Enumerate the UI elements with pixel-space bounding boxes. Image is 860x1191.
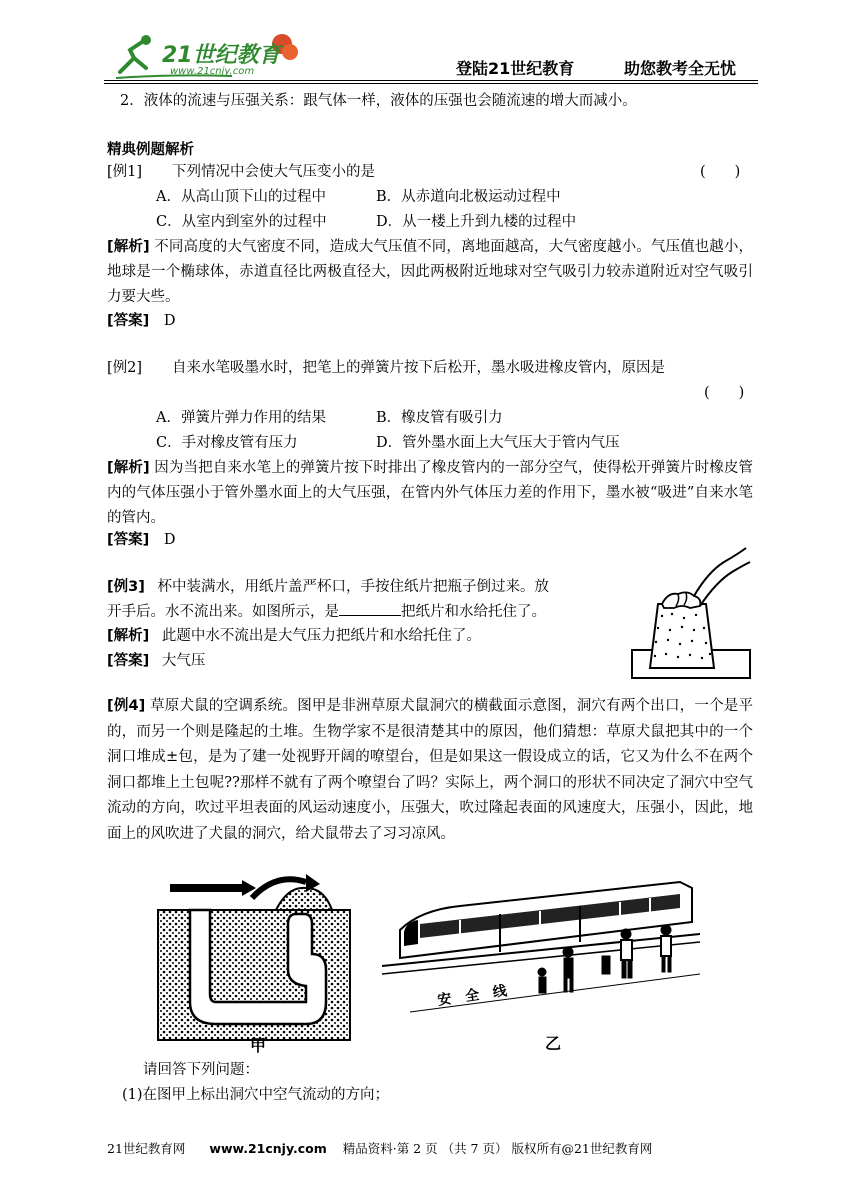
ex2-option-a: A．弹簧片弹力作用的结果 <box>156 410 326 426</box>
ex1-analysis <box>107 235 753 310</box>
ex4-question-1: (1)在图甲上标出洞穴中空气流动的方向； <box>122 1087 390 1103</box>
ex4-prompt: 请回答下列问题： <box>143 1062 259 1078</box>
ex2-answer-tag: [答案] <box>107 532 150 548</box>
ex2-analysis <box>107 456 753 531</box>
ex2-tag: [例2] <box>107 360 143 376</box>
ex3-answer-blank <box>339 601 401 616</box>
ex2-question: 自来水笔吸墨水时，把笔上的弹簧片按下后松开，墨水吸进橡皮管内，原因是 <box>172 360 665 376</box>
safety-line-label: 安 全 线 <box>436 983 508 1009</box>
ex1-analysis-tag: [解析] <box>107 239 150 255</box>
figure-a-burrow <box>156 874 356 1054</box>
logo-url: www.21cnjy.com <box>170 66 255 77</box>
ex3-line2 <box>107 600 546 624</box>
ex2-paren: ( ) <box>704 385 745 401</box>
ex3-tag: [例3] <box>107 579 145 595</box>
ex2-answer-value: D <box>163 532 176 548</box>
figure-a-label: 甲 <box>250 1036 267 1055</box>
ex1-analysis-text: 不同高度的大气密度不同，造成大气压值不同，离地面越高，大气密度越小。气压值也越小，地球是一个椭球体，赤道直径比两极直径大，因此两极附近地球对空气吸引力较赤道附近对空气吸引力要大些。 <box>107 239 753 305</box>
logo-text: 21世纪教育 <box>162 43 281 68</box>
header-slogan-right: 助您教考全无忧 <box>624 59 737 78</box>
ex2-option-d: D．管外墨水面上大气压大于管内气压 <box>376 435 620 451</box>
ex3-analysis-tag: [解析] <box>107 628 150 644</box>
figure-b-label: 乙 <box>545 1034 562 1053</box>
ex3-analysis-text: 此题中水不流出是大气压力把纸片和水给托住了。 <box>161 628 481 644</box>
intro-item-2: 2．液体的流速与压强关系：跟气体一样，液体的压强也会随流速的增大而减小。 <box>120 93 637 109</box>
ex2-analysis-text: 因为当把自来水笔上的弹簧片按下时排出了橡皮管内的一部分空气，使得松开弹簧片时橡皮管内的气体压强小于管外墨水面上的大气压强，在管内外气体压力差的作用下，墨水被“吸进”自来水笔的管内。 <box>107 460 753 526</box>
header-divider <box>104 80 758 81</box>
ex3-figure-cup <box>628 542 754 682</box>
header-divider-thin <box>104 83 758 84</box>
footer-url: www.21cnjy.com <box>209 1141 327 1156</box>
ex4-text: 草原犬鼠的空调系统。图甲是非洲草原犬鼠洞穴的横截面示意图，洞穴有两个出口，一个是平的，而另一个则是隆起的土堆。生物学家不是很清楚其中的原因，他们猜想：草原犬鼠把其中的一个洞口堆成±包，是为了建一处视野开阔的嘹望台，但是如果这一假设成立的话，它又为什么不在两个洞口都堆上土包呢??那样不就有了两个嘹望台了吗？实际上，两个洞口的形状不同决定了洞穴中空气流动的方向，吹过平坦表面的风运动速度小，压强大，吹过隆起表面的风速度大，压强小，因此，地面上的风吹进了犬鼠的洞穴，给犬鼠带去了习习凉风。 <box>107 698 754 842</box>
ex3-question-line2b: 把纸片和水给托住了。 <box>401 604 546 620</box>
ex1-answer <box>107 309 176 333</box>
ex2-option-c: C．手对橡皮管有压力 <box>156 435 298 451</box>
ex1-question: 下列情况中会使大气压变小的是 <box>172 164 375 180</box>
ex3-question-line2a: 开手后。水不流出来。如图所示，是 <box>107 604 339 620</box>
ex1-answer-value: D <box>163 313 176 329</box>
ex1-option-a: A．从高山顶下山的过程中 <box>156 189 326 205</box>
ex3-analysis <box>107 624 481 648</box>
section-title: 精典例题解析 <box>107 142 194 158</box>
ex1-paren: ( ) <box>700 164 741 180</box>
ex3-answer-value: 大气压 <box>161 653 206 669</box>
ex3-answer-tag: [答案] <box>107 653 150 669</box>
ex3-line1 <box>107 575 549 599</box>
ex3-question-line1: 杯中装满水，用纸片盖严杯口，手按住纸片把瓶子倒过来。放 <box>157 579 549 595</box>
ex1-option-d: D．从一楼上升到九楼的过程中 <box>376 214 577 230</box>
footer-info: 精品资料·第 2 页 （共 7 页） 版权所有@21世纪教育网 <box>342 1141 653 1156</box>
ex1-option-c: C．从室内到室外的过程中 <box>156 214 327 230</box>
footer-site: 21世纪教育网 <box>107 1141 186 1156</box>
ex1-option-b: B．从赤道向北极运动过程中 <box>376 189 561 205</box>
ex2-answer <box>107 528 176 552</box>
ex1-tag: [例1] <box>107 164 143 180</box>
figure-b-train <box>380 874 710 1024</box>
ex1-answer-tag: [答案] <box>107 313 150 329</box>
ex3-answer <box>107 649 205 673</box>
ex4-paragraph <box>107 694 753 847</box>
page-footer <box>107 1139 652 1157</box>
header-slogan-left: 登陆21世纪教育 <box>456 59 575 78</box>
ex2-option-b: B．橡皮管有吸引力 <box>376 410 503 426</box>
site-logo <box>112 28 302 84</box>
ex4-tag: [例4] <box>107 698 146 714</box>
ex2-analysis-tag: [解析] <box>107 460 150 476</box>
